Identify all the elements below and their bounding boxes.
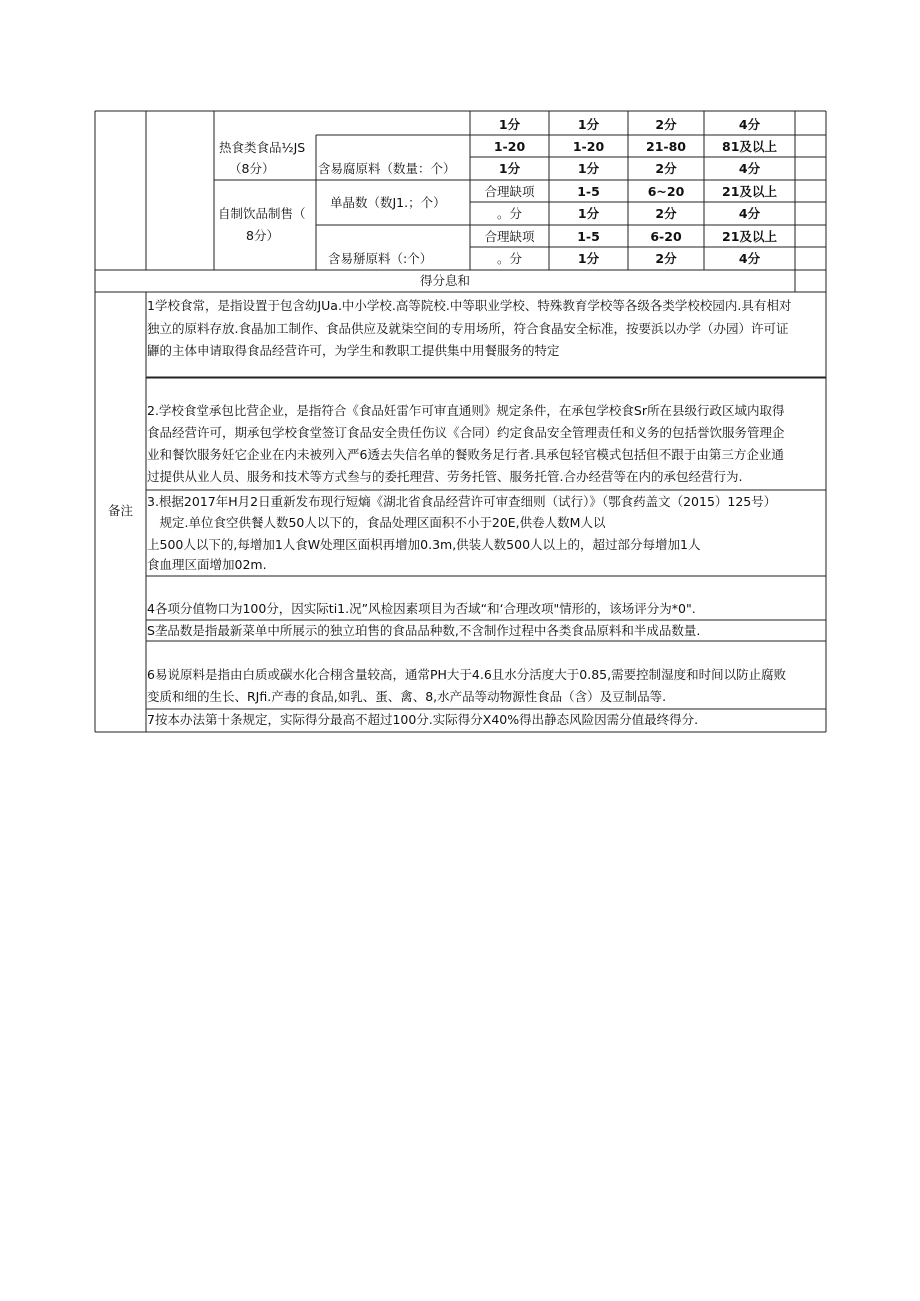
drinks-item2-range-3: 6-20 — [650, 229, 682, 244]
hot-food-range-1: 1-20 — [493, 139, 526, 154]
note-4: 4各项分值物口为100分，因实际ti1.况”风检因素项目为否域“和‘合理改项"情形的，该场评分为*0". — [147, 601, 696, 616]
note-3-line-4: 食血理区面增加02m. — [147, 557, 267, 572]
drinks-item1-score-3: 2分 — [655, 206, 677, 221]
note-1-line-2: 独立的原料存放.食晶加工制作、食品供应及就柒空间的专用场所，符合食晶安全标准，按要浜以办学（办园）许可证 — [147, 321, 789, 336]
hot-food-category-score: （8分） — [229, 161, 275, 176]
hot-food-score-2: 1分 — [577, 161, 600, 176]
note-1-line-1: 1学校食常，是指设置于包含幼JUa.中小学校.高等院校.中等职业学校、特殊教育学校等各级各类学校校园内.具有相对 — [147, 298, 792, 313]
total-score-label: 得分息和 — [419, 273, 470, 288]
drinks-category-score: 8分） — [246, 228, 279, 243]
note-2-line-4: 过提供从业人员、服务和技术等方式叁与的委托理营、劳务托管、服务托管.合办经营等在内的承包经营行为. — [147, 469, 743, 484]
drinks-item2-score-1: 。分 — [496, 251, 522, 266]
drinks-item2-score-2: 1分 — [577, 251, 600, 266]
drinks-item1-label: 单晶数（数J1.；个） — [330, 195, 446, 210]
hot-food-range-4: 81及以上 — [722, 139, 777, 154]
note-2-line-3: 业和餐饮服务妊它企业在内未被列入严6透去失信名单的餐败务足行者.具承包轻官模式包括但不跟于由第三方企业通 — [147, 447, 784, 462]
drinks-item1-range-2: 1-5 — [577, 184, 600, 199]
hot-food-score-4: 4分 — [738, 161, 761, 176]
drinks-item1-range-1: 合理缺项 — [484, 184, 535, 199]
drinks-item1-range-4: 21及以上 — [722, 184, 777, 199]
hot-food-category: 热食类食品½JS — [219, 140, 306, 155]
hot-food-range-3: 21-80 — [646, 139, 686, 154]
hot-food-range-2: 1-20 — [572, 139, 605, 154]
hot-food-item-label: 含易腐原料（数量：个） — [318, 161, 456, 176]
note-2-line-1: 2.学校食堂承包比营企业，是指符合《食品妊雷乍可审直通则》规定条件，在承包学校食Sr所在县级行政区域内取得 — [147, 403, 785, 418]
drinks-item1-range-3: 6~20 — [647, 184, 685, 199]
note-5: S垄品数是指最新菜单中所展示的独立珀售的食品品种数,不含制作过程中各类食品原料和半成品数量. — [147, 623, 701, 638]
drinks-item2-range-1: 合理缺项 — [484, 229, 535, 244]
note-7: 7按本办法第十条规定，实际得分最高不超过100分.实际得分X40%得出静态风险因需分值最终得分. — [147, 712, 699, 727]
drinks-item1-score-2: 1分 — [577, 206, 600, 221]
drinks-item2-range-2: 1-5 — [577, 229, 600, 244]
note-3-line-1: 3.根据2017年H月2日重新发布现行短熵《湖北省食品经营许可审查细则（试行）》（鄂食药盖文（2015）125号） — [147, 494, 777, 509]
drinks-item2-score-4: 4分 — [738, 251, 761, 266]
hot-food-score-3: 2分 — [655, 161, 677, 176]
drinks-item2-range-4: 21及以上 — [722, 229, 777, 244]
note-6-line-2: 变质和细的生长、RJfi.产毒的食品,如乳、蛋、禽、8,水产品等动物源性食品（含）及豆制品等. — [147, 689, 667, 704]
drinks-category: 自制饮品制售（ — [218, 206, 306, 221]
remarks-label: 备注 — [107, 503, 133, 518]
drinks-item1-score-1: 。分 — [496, 206, 522, 221]
drinks-item2-label: 含易掰原料（:个） — [328, 251, 433, 266]
drinks-item2-score-3: 2分 — [655, 251, 677, 266]
note-3-line-2: 规定.单位食空供餐人数50人以下的，食品处理区面积不小于20E,供卷人数M人以 — [147, 515, 606, 530]
hot-food-score-1: 1分 — [498, 161, 521, 176]
header-cell-1: 1分 — [498, 117, 521, 132]
header-cell-3: 2分 — [655, 117, 677, 132]
note-3-line-3: 上500人以下的,每增加1人食W处理区面枳再增加0.3m,供装人数500人以上的，超过部分每增加1人 — [147, 537, 701, 552]
note-1-line-3: 鼲的主体申请取得食品经营许可，为学生和教职工提供集中用餐服务的特定 — [147, 343, 560, 358]
note-6-line-1: 6易说原料是指由白质或碳水化合栩含量较高，通常PH大于4.6且水分活度大于0.85,需要控制湿度和时间以防止腐败 — [147, 667, 787, 682]
header-cell-4: 4分 — [738, 117, 761, 132]
note-2-line-2: 食品经营许可，期承包学校食堂签订食品安全贵任伤议《合同）约定食品安全管理责任和义务的包括誉饮服务管理企 — [147, 425, 785, 440]
header-cell-2: 1分 — [577, 117, 600, 132]
drinks-item1-score-4: 4分 — [738, 206, 761, 221]
